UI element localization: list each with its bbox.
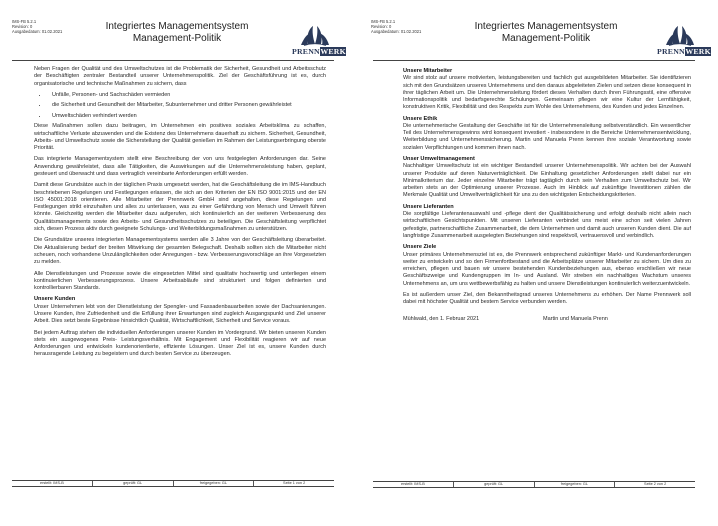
page-title: Integriertes Managementsystem Management-Politik xyxy=(474,21,618,44)
paragraph: Nachhaltiger Umweltschutz ist ein wichtiger Bestandteil unserer Unternehmenspolitik. Wir achten bei der Auswahl unserer Produkte auf deren Naturverträglichkeit. Die Einhaltung gesetzlicher Anforderungen stellt dabei nur ein Minimalkriterium dar. Jeder einzelne Mitarbeiter trägt tagtäglich durch sein Verhalten zum Umweltschutz bei. Wir arbeiten stets an der Optimierung unserer Prozesse. Auch im Hinblick auf zukünftige Investitionen zählen die Merkmale Qualität und Umweltverträglichkeit für uns zu den wichtigsten Entscheidungskriterien. xyxy=(403,163,691,199)
sign-place-date: Mühlwald, den 1. Februar 2021 xyxy=(403,316,480,323)
header-divider xyxy=(12,60,334,61)
section-heading-umwelt: Unser Umweltmanagement xyxy=(403,156,475,163)
document-page-2 xyxy=(359,0,718,526)
footer-created: erstellt: IMS-B xyxy=(373,482,454,487)
meta-issue-date: Ausgabedatum: 01.02.2021 xyxy=(371,29,422,34)
paragraph: Die Grundsätze unseres integrierten Managementsystems werden alle 3 Jahre von der Geschäftsleitung überarbeitet. Die Aktualisierung bedarf der breiten Mitwirkung der gesamten Belegschaft. Deshalb sollten sich die Mitarbeiter nicht scheuen, noch vorhandene Unzulänglichkeiten oder Anregungen - bzw. Verbesserungsvorschläge an ihre Vorgesetzten zu melden. xyxy=(34,237,326,266)
footer-page-number: Seite 2 von 2 xyxy=(644,482,667,486)
paragraph: Damit diese Grundsätze auch in der täglichen Praxis umgesetzt werden, hat die Geschäftsleitung die im IMS-Handbuch beschriebenen Regelungen und Festlegungen erlassen, die sich an den Kriterien der EN ISO 9001:2015 und der EN ISO 45001:2018 orientieren. Alle Mitarbeiter der Prennwerk GmbH sind angehalten, diese Regelungen und Festlegungen strikt einzuhalten und alles zu unterlassen, was zu einer Gefährdung von Mensch und Umwelt führen könnte. Gleichzeitig werden die Mitarbeiter dazu aufgerufen, sich kontinuierlich an der weiteren Verbesserung des Qualitätsmanagements sowie des Arbeits- und Gesundheitsschutzes zu beteiligen. Die Geschäftsleitung verpflichtet sich, diesen Prozess aktiv durch geeignete Schulungs- und Weiterbildungsmaßnahmen zu unterstützen. xyxy=(34,182,326,232)
meta-revision: Revision: 0 xyxy=(12,24,33,29)
meta-form-number: IMS-FB 5.2.1 xyxy=(371,19,396,24)
footer-checked: geprüft: GL xyxy=(454,482,535,487)
logo-wordmark: PRENNWERK xyxy=(292,47,346,56)
page-footer xyxy=(12,480,334,487)
footer-approved: freigegeben: GL xyxy=(535,482,616,487)
document-meta xyxy=(371,19,421,34)
footer-page-number: Seite 1 von 2 xyxy=(283,481,306,485)
prennwerk-logo xyxy=(657,24,711,58)
paragraph: Das integrierte Managementsystem stellt eine Beschreibung der von uns festgelegten Anforderungen dar. Seine Anwendung gewährleistet, dass alle Tätigkeiten, die Auswirkungen auf die Unternehmensleistung haben, geplant, gesteuert und überwacht und dass vertraglich vereinbarte Anforderungen erfüllt werden. xyxy=(34,156,326,177)
page-2-body xyxy=(403,66,691,324)
list-item: • die Sicherheit und Gesundheit der Mitarbeiter, Subunternehmer und dritter Personen gewährleistet xyxy=(48,102,326,109)
section-heading-kunden: Unsere Kunden xyxy=(34,296,76,303)
logo-wordmark: PRENNWERK xyxy=(657,47,711,56)
section-heading-lieferanten: Unsere Lieferanten xyxy=(403,203,454,210)
section-heading-mitarbeiter: Unsere Mitarbeiter xyxy=(403,68,453,74)
page-title: Integriertes Managementsystem Management-Politik xyxy=(105,21,249,44)
paragraph: Unser primäres Unternehmensziel ist es, die Prennwerk entsprechend zukünftiger Markt- und Kundenanforderungen weiter zu entwickeln und so den Firmenfortbestand und die Arbeitsplätze unserer Mitarbeiter zu sichern. Um dies zu erreichen, pflegen und bauen wir unsere bestehenden Kundenbeziehungen aus, ebenso erschließen wir neue Geschäftszweige und Kundengruppen im In- und Ausland. Wir streben ein nachhaltiges Wachstum unseres Unternehmens an, um uns wettbewerbsfähig zu halten und unsere Dienstleistungen kontinuierlich weiterzuentwickeln. xyxy=(403,251,691,287)
paragraph: Wir sind stolz auf unsere motivierten, leistungsbereiten und fachlich gut ausgebildeten Mitarbeiter. Sie identifizieren sich mit den Grundsätzen unseres Unternehmens und den daraus abgeleiteten Zielen und setzen diese konsequent in ihrer täglichen Arbeit um. Die Unternehmensleitung fördert dieses Verhalten durch ihren Führungsstil, eine offensive Informationspolitik und bedarfsgerechte Schulungen. Gemeinsam pflegen wir eine Kultur der Lernfähigkeit, konstruktiven Kritik, Flexibilität und des Respekts zum Wohle des Unternehmens, des Kunden und jedes Einzelnen. xyxy=(403,75,691,111)
paragraph: Bei jedem Auftrag stehen die individuellen Anforderungen unserer Kunden im Vordergrund. Wir bieten unseren Kunden stets ein ausgewogenes Preis- Leistungsverhältnis. Mit Engagement und Flexibilität reagieren wir auf neue Anforderungen und entwickeln kundenorientierte, effiziente Lösungen. Unser Ziel ist es, unsere Kunden durch herausragende Leistung zu begeistern und durch besten Service zu überzeugen. xyxy=(34,329,326,358)
document-meta xyxy=(12,19,62,34)
section-heading-ziele: Unsere Ziele xyxy=(403,244,437,251)
meta-revision: Revision: 0 xyxy=(371,24,392,29)
signature-line xyxy=(403,316,691,323)
crown-wave-logo-icon xyxy=(292,24,338,48)
sign-names: Martin und Manuela Prenn xyxy=(543,316,608,323)
paragraph: Die sorgfältige Lieferantenauswahl und -pflege dient der Qualitätssicherung und erfolgt deshalb nicht allein nach wirtschaftlichen Gesichtspunkten. Mit unseren Lieferanten verbindet uns meist eine schon seit vielen Jahren gefestigte, partnerschaftliche Zusammenarbeit, die dem Unternehmen und damit auch unseren Kunden dient. Die auf langfristige Zusammenarbeit ausgelegten Beziehungen sind respektvoll, vertrauensvoll und verbindlich. xyxy=(403,211,691,239)
goals-list xyxy=(34,92,326,120)
meta-form-number: IMS-FB 5.2.1 xyxy=(12,19,37,24)
footer-created: erstellt: IMS-B xyxy=(12,481,93,486)
paragraph: Es ist außerdem unser Ziel, den Bekanntheitsgrad unseres Unternehmens zu erhöhen. Der Name Prennwerk soll dabei mit höchster Qualität und bestem Service verbunden werden. xyxy=(403,291,691,306)
paragraph: Diese Maßnahmen sollen dazu beitragen, im Unternehmen ein positives soziales Arbeitsklima zu schaffen, wirtschaftliche Verluste abzuwenden und die Existenz des Unternehmens dauerhaft zu sichern. Sicherheit, Gesundheit, Arbeits- und Umweltschutz sowie die Sicherstellung der Qualität genießen im Rahmen der Leistungserbringung oberste Priorität. xyxy=(34,123,326,151)
meta-issue-date: Ausgabedatum: 01.02.2021 xyxy=(12,29,63,34)
footer-approved: freigegeben: GL xyxy=(174,481,255,486)
prennwerk-logo xyxy=(292,24,346,58)
paragraph: Alle Dienstleistungen und Prozesse sowie die eingesetzten Mittel sind qualitativ hochwertig und unterliegen einem kontinuierlichen Verbesserungsprozess. Unsere Arbeitsabläufe sind strukturiert und folgen definierten und kontrollierbaren Standards. xyxy=(34,270,326,291)
header-divider xyxy=(373,60,695,61)
paragraph: Unser Unternehmen lebt von der Dienstleistung der Spengler- und Fassadenbauarbeiten sowie der Dachsanierungen. Unsere Kunden, ihre Zufriedenheit und die Erfüllung ihrer Erwartungen sind zugleich Ausgangspunkt und Ziel unserer Arbeit. Dies setzt beste Ergebnisse hinsichtlich Qualität, Wirtschaftlichkeit, Sicherheit und Service voraus. xyxy=(34,303,326,325)
list-item: • Umweltschäden verhindert werden xyxy=(48,113,326,120)
section-heading-ethik: Unsere Ethik xyxy=(403,115,438,122)
page-1-body xyxy=(34,66,326,363)
paragraph: Die unternehmerische Gestaltung der Geschäfte ist für die Unternehmensleitung selbstverständlich. Ein wesentlicher Teil des Unternehmensgewinns wird konsequent investiert - insbesondere in die Bereiche Unternehmensentwicklung, Weiterbildung und Unternehmenssicherung. Martin und Manuela Prenn kennen ihre soziale Verantwortung sowie sozialen Verpflichtungen und kommen ihnen nach. xyxy=(403,122,691,151)
paragraph: Neben Fragen der Qualität und des Umweltschutzes ist die Problematik der Sicherheit, Gesundheit und Arbeitsschutz der Beschäftigten zentraler Bestandteil unserer Unternehmenspolitik. Ziel der Geschäftsführung ist es, durch organisatorische und technische Maßnahmen zu sichern, dass xyxy=(34,66,326,87)
list-item: • Unfälle, Personen- und Sachschäden vermieden xyxy=(48,92,326,99)
footer-checked: geprüft: GL xyxy=(93,481,174,486)
crown-wave-logo-icon xyxy=(657,24,703,48)
page-footer xyxy=(373,481,695,488)
